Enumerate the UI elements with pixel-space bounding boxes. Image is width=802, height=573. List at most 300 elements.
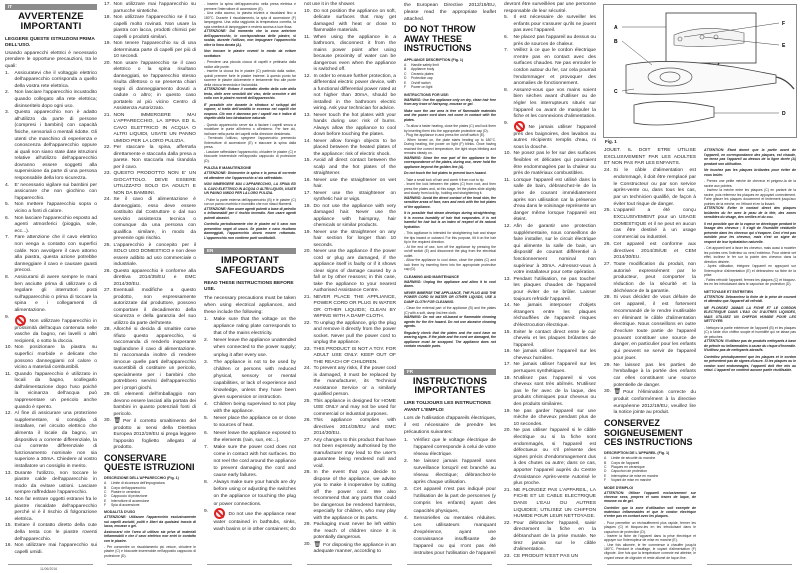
part-name: Power on light	[411, 85, 433, 89]
item-text: QUESTO PRODOTTO NON E' UN GIOCATTOLO. DEVE ESSERE UTILIZZATO SOLO DA ADULTI E NON DA BAMBINI.	[113, 171, 196, 196]
item-number: 6.	[204, 430, 209, 436]
warning-note: ATTENTION: N'utilisez pas de produits nettoyants à base de pétrole ou inflammables à cause du risque d'incendie. N'utilisez pas de nettoyants abrasifs.	[704, 339, 797, 352]
subsection-heading: MODE D'EMPLOI	[604, 485, 634, 490]
paragraph: Usando apparecchi elettrici è necessario prendere le opportune precauzioni, tra le quali:	[5, 50, 97, 69]
numbered-item	[204, 415, 296, 429]
subsection-heading: APPLIANCE DESCRIPTION (Fig. 1)	[404, 57, 464, 62]
item-number: 20.	[304, 249, 311, 254]
item-number: 22.	[304, 320, 311, 326]
numbered-item	[104, 61, 196, 113]
text-column	[204, 2, 296, 533]
item-text: Non utilizzare l'apparecchio in prossimità dell'acqua contenuta nelle vasche da bagno, nei lavelli o altri recipienti, o sotto la doccia.	[14, 318, 97, 344]
item-text: Durante l'utilizzo, non toccare le piastre calde dell'apparecchio in modo da evitare ustioni. Lasciare sempre raffreddare l'apparecchio.	[14, 470, 97, 496]
part-letter: F	[404, 85, 407, 89]
section-title: CONSERVARE QUESTE ISTRUZIONI	[104, 452, 195, 472]
item-number: 5.	[504, 15, 509, 21]
instruction-step: - Clean the external part of the appliance (B) and the plates (C) with a soft, damp lint-free cloth.	[404, 306, 496, 315]
numbered-item	[504, 178, 596, 224]
figure-label-c: C	[614, 89, 618, 95]
item-text: Allorché si decida di smaltire come rifiuto questo apparecchio, si raccomanda di renderlo inoperante tagliandone il cavo di alimentazione. Si raccomanda inoltre di rendere innocue quelle parti dell'apparecchio suscettibili di costituire un pericolo, specialmente per i bambini che potrebbero servirsi dell'apparecchio per i propri giochi.	[113, 327, 196, 391]
no-water-icon	[514, 121, 525, 132]
item-text: Never allow foreign objects to be placed between the heated plates of the appliance: risk of electric shock.	[313, 138, 396, 157]
instruction-step: - At the end of use, turn off the appliance by pressing the on/off switch (E) and disconnect the plug from the electrical outlet.	[404, 244, 496, 258]
numbered-item	[5, 183, 97, 203]
paragraph: Lors de l'utilisation d'appareils électriques, il est nécessaire de prendre les précautions suivantes:	[404, 416, 496, 436]
text-column	[5, 2, 97, 556]
item-text: Non utilizzare mai l'apparecchio su parrucche sintetiche.	[113, 2, 196, 14]
numbered-item	[404, 458, 496, 486]
item-number: 30.	[304, 541, 311, 547]
item-number: 1.	[404, 437, 409, 443]
numbered-item	[5, 71, 97, 91]
numbered-item	[5, 523, 97, 543]
warning-note: It is possible that steam develops during straightening; it is excess humidity of hair that evaporates. It is not harmful for hair but is an index of respect of its natural hydration.	[404, 211, 496, 229]
item-number: 10.	[304, 8, 311, 14]
numbered-item	[5, 216, 97, 236]
part-letter: F	[604, 478, 607, 483]
warning-note: Controlla periodicamente che le piastre ed il cavo non presentino segni di usura. Se piastre e cavo risultano danneggiati, l'apparecchio dovrà essere rottamato. L'apparecchio non contiene parti sostituibili.	[204, 222, 296, 240]
item-text: Ne jamais interposer d'objets étrangers entre les plaques réchauffées de l'appareil: risques d'électrocution électrique.	[513, 303, 596, 328]
item-text: Ne pas utiliser l'appareil si le câble électrique ou si la fiche sont endommagés, si l'appareil est défectueux ou s'il présente des signes précis d'endommagement dus à des chutes ou autre; dans ce cas, apporter l'appareil auprès du Centre d'Assistance Après-vente Autorisé le plus proche.	[513, 428, 596, 487]
column-footer-rule	[207, 564, 292, 565]
item-number: 21.	[304, 294, 311, 300]
subsection-heading: NETTOYAGE ET ENTRETIEN	[704, 289, 753, 294]
numbered-item	[304, 158, 396, 178]
item-number: 12.	[5, 411, 12, 417]
crossed-bin-icon: 🗑	[613, 389, 622, 396]
numbered-item	[5, 411, 97, 470]
item-text: The appliance is not to be used by children or persons with reduced physical, sensory or mental capabilities, or lack of experience and knowledge, unless they have been given supervision or instruction.	[213, 359, 296, 401]
numbered-item	[304, 542, 396, 556]
subsection-heading: PULIZIA E MANUTENZIONE	[204, 166, 252, 170]
paragraph: The necessary precautions must be taken when using electrical appliances, and these include the following:	[204, 295, 296, 315]
item-number: 28.	[104, 327, 111, 332]
no-water-icon	[214, 508, 225, 519]
item-number: 15.	[504, 329, 511, 335]
numbered-item	[204, 430, 296, 444]
part-letter: A	[604, 456, 607, 461]
item-number: 12.	[504, 224, 511, 229]
item-text: NEVER PLACE THE APPLIANCE, POWER CORD OR PLUG IN WATER OR OTHER LIQUIDS; CLEAN BY WIPING WITH A DAMP CLOTH.	[313, 294, 396, 319]
numbered-item	[404, 437, 496, 458]
item-number: 24.	[604, 168, 611, 174]
part-letter: D	[604, 469, 607, 474]
item-text: N'utilisez pas l'appareil si vos cheveux sont très abîmés. N'utilisez pas le fer avec de la laque, des produits chimiques pour cheveux ou des produits similaires.	[513, 375, 596, 408]
part-name: On/off switch	[411, 80, 431, 85]
section-title: IMPORTANT SAFEGUARDS	[215, 255, 285, 276]
instruction-step: - Prenez une petite mèche de cheveux et peignez-la de la racine aux pointes.	[704, 179, 796, 188]
section-title: AVVERTENZE IMPORTANTI	[18, 11, 84, 32]
part-name: Cappuccio di protezione	[111, 494, 148, 499]
item-text: Cet appareil n'est pas indiqué pour l'utilisation de la part de personnes (y compris les enfants) ayant des capacités physiques,	[413, 487, 496, 514]
warning-note: ATTENTION: Eviter le contact direct des plaques brûlantes du fer avec la peau de la tête, des zones sensibles du visage, des oreilles et du cou.	[704, 206, 796, 219]
numbered-item	[404, 486, 496, 514]
warning-note: Assicurarsi che l'area di utilizzo sia priva di materiali infiammabili e che il cavo elettrico non entri in contatto con le piastre.	[104, 530, 196, 543]
numbered-item	[104, 418, 196, 452]
item-number: 4.	[204, 402, 209, 408]
figure-label-f: F	[782, 21, 786, 27]
numbered-item	[504, 409, 596, 429]
print-code: 11/06/2016	[40, 567, 58, 571]
numbered-item	[304, 113, 396, 139]
item-text: Do not use the appliance near water contained in bathtubs, sinks, wash basins or in other containers; do	[213, 511, 296, 532]
part-name: Piastre in ceramica	[111, 489, 140, 494]
item-number: 23.	[504, 553, 511, 559]
item-number: 6.	[5, 215, 10, 221]
numbered-item	[5, 202, 97, 215]
item-number: 22.	[504, 520, 511, 526]
warning-note: NEVER IMMERSE THE APPLIANCE, THE PLUG AND THE POWER CORD IN WATER OR OTHER LIQUIDS, USE A DAMP CLOTH FOR CLEANING.	[404, 290, 496, 304]
item-text: Veillez à ce que le cordon électrique n'entre pas en contact avec des surfaces chaudes. Ne pas enrouler le cordon autour du fer, car cela pourrait l'endommager et provoquer des anomalies de fonctionnement.	[513, 48, 596, 87]
item-number: 6.	[504, 34, 509, 40]
part-letter: A	[104, 481, 107, 486]
numbered-item	[5, 275, 97, 315]
numbered-item	[604, 363, 696, 390]
item-number: 18.	[304, 203, 311, 209]
numbered-item	[104, 288, 196, 327]
item-text: Packaging must never be left within the reach of children since it is potentially dangerous.	[313, 522, 396, 540]
item-text: Do not use the appliance with very damaged hair. Never use the appliance with hairspray, hair chemicals or similar products.	[313, 203, 396, 228]
instruction-step: - Pour permettre un réchauffement plus rapide, fermer les plaques (C) et bloquez-les en les introduisant dans le capuchon de protection (D).	[604, 520, 696, 534]
numbered-item	[304, 139, 396, 159]
numbered-item	[504, 48, 596, 88]
item-number: 21.	[504, 487, 511, 493]
numbered-item	[604, 295, 696, 362]
instruction-step: - Una volta acceso, la piastra inizierà a riscaldarsi fino a 180°C. Durante il riscaldamento, la spia di accensione (F) lampeggerà. Una volta raggiunta la temperatura corretta, la spia smetterà di lampeggiare e resterà accesa a luce fissa.	[204, 11, 296, 29]
item-number: 25.	[604, 208, 611, 214]
numbered-item	[604, 262, 696, 296]
paragraph: the European Directive 2012/19/EU, please read the appropriate leaflet attached.	[404, 3, 496, 23]
numbered-item	[504, 35, 596, 48]
numbered-item	[504, 362, 596, 375]
item-number: 28.	[604, 295, 611, 301]
item-text: Eviter le contact direct entre le cuir chevelu et les plaques brûlantes de l'appareil.	[513, 329, 596, 348]
warning-note: ATTENTION: Etant donné que la partie avant de l'appareil, en correspondance des plaques, est chaude, ne tenez pas l'appareil au dessus de la ligne dorée (A) pendant son utilisation.	[704, 148, 796, 166]
numbered-item	[304, 249, 396, 295]
item-text: For disposing the appliance in an adequate manner, according to	[313, 542, 396, 554]
item-number: 9.	[504, 120, 509, 126]
item-text: Ne laissez jamais l'appareil sans surveillance lorsqu'il est branché au réseau électrique; débranchez-le après chaque utilisation.	[413, 458, 496, 486]
column-footer-rule	[507, 564, 592, 565]
numbered-item	[104, 113, 196, 146]
part-name: Spia di accensione	[111, 502, 140, 507]
item-number: 29.	[104, 392, 111, 397]
item-text: Si le câble d'alimentation est endommagé, il doit être remplacé par le Constructeur ou par son service après-vente ou, dans tous les cas, par un technicien qualifié, de façon à éviter tout risque de danger.	[613, 168, 696, 207]
item-number: 29.	[604, 362, 611, 368]
item-text: This appliance complies with directives 2014/35/EU and EMC 2014/30/EU.	[313, 418, 396, 436]
item-text: Never leave the appliance exposed to the elements (rain, sun, etc...).	[213, 430, 296, 443]
item-text: When using the appliance in a bathroom, disconnect it from the mains power point after using because proximity of water can be dangerous even when the appliance is switched off.	[313, 34, 396, 72]
item-number: 1.	[5, 70, 10, 76]
item-text: Non mettere l'apparecchio sopra o vicino a fonti di calore.	[14, 202, 97, 215]
item-text: To prevent any risks, if the power cord is damaged, it must be replaced by the manufacturer, its Technical Assistance Service or a similarly qualified person.	[313, 366, 396, 397]
item-number: 7.	[5, 235, 10, 241]
item-text: Ne jamais utiliser l'appareil sur les perruques synthétiques.	[513, 362, 596, 375]
numbered-item	[504, 521, 596, 554]
part-list-item	[404, 85, 496, 90]
item-number: 20.	[504, 428, 511, 434]
numbered-item	[304, 178, 396, 191]
numbered-item	[5, 315, 97, 346]
instruction-step: - Inserire la ciocca fra le piastre (C) partendo dalla radice, quindi premere forte le piastre insieme. A questo punto far scorrere le piastre dolcemente e lentamente fino alle punte della ciocca tenendola e lisciandola.	[204, 69, 296, 87]
subsection-heading: DESCRIPTION DE L'APPAREIL (Fig. 1)	[604, 451, 670, 456]
item-number: 18.	[504, 375, 511, 381]
part-letter: E	[604, 473, 607, 478]
part-name: Appliance body	[411, 67, 435, 71]
warning-note: Make sure the use area is free of flammable materials and the power cord does not come in contact with the plates.	[404, 108, 496, 122]
figure-label-a: A	[614, 25, 618, 31]
numbered-item	[5, 543, 97, 556]
item-text: Never leave the appliance unattended when connected to the power supply; unplug it after every use.	[213, 338, 296, 358]
part-name: Plaques en céramique	[611, 465, 645, 470]
warning-note: Contrôler que la zone d'utilisation soit exempte de matériaux inflammables et que le cordon électrique n'entre pas en contact avec les plaques.	[604, 505, 696, 519]
item-text: To unplug the appliance, grip the plug and remove it directly from the power socket. Never pull the power cord to unplug the appliance.	[313, 320, 396, 345]
text-column	[404, 2, 496, 557]
numbered-item	[604, 242, 696, 262]
item-text: Cet appareil est conforme aux directives 2014/35/UE et CEM 2014/30/EU.	[613, 241, 696, 261]
numbered-item	[304, 366, 396, 399]
section-title: CONSERVEZ SOIGNEUSEMENT CES INSTRUCTIONS	[604, 418, 693, 447]
part-name: Protection cap	[411, 76, 433, 80]
figure-label-b: B	[614, 39, 618, 45]
numbered-item	[304, 35, 396, 74]
instruction-step: - Insérez la mèche entre les plaques (C) en partant de la racine, puis refermez les plaques en appuyant correctement. Faire glisser les plaques doucement et lentement jusqu'aux pointes de la mèche, en l'étirant et en la lissant.	[704, 188, 796, 206]
item-number: 10.	[5, 345, 12, 351]
warning-note: E' possibile che durante la stiratura si sviluppi del vapore; si tratta dell'umidità in eccesso nei capelli che evapora. Ciò non è dannoso per i capelli ma è indice di rispetto della loro idratazione naturale.	[204, 102, 296, 120]
item-text: THIS PRODUCT IS NOT A TOY. FOR ADULT USE ONLY. KEEP OUT OF THE REACH OF CHILDREN.	[313, 346, 396, 365]
item-text: Never use the straightener on synthetic hair or wigs.	[313, 190, 396, 202]
numbered-item	[404, 515, 496, 558]
spacer	[404, 363, 496, 367]
text-column	[604, 148, 696, 560]
part-letter: C	[404, 71, 407, 76]
item-text: Per il corretto smaltimento del prodotto ai sensi della Direttiva Europea 2012/19/EU si prega leggere l'apposito foglietto allegato al prodotto.	[113, 419, 196, 450]
subheading: LEGGERE QUESTE ISTRUZIONI PRIMA DELL'USO.	[5, 36, 95, 49]
warning-note: Ne touchez pas les plaques brûlantes pour éviter de vous brûler.	[704, 168, 796, 177]
numbered-item	[5, 345, 97, 371]
item-text: L'appareil a été conçu EXCLUSIVEMENT pour un USAGE DOMESTIQUE et il ne peut en aucun cas être destiné à un usage commercial ou industriel.	[613, 208, 696, 241]
numbered-item	[5, 235, 97, 275]
item-text: Never touch the hot plates with your hands during use: risk of burns. Always allow the appliance to cool down before touching the plates.	[313, 112, 396, 137]
item-text: Lorsque l'appareil est utilisé dans la salle de bain, débranchez-le de la prise de courant immédiatement après son utilisation car la présence d'eau dans le voisinage représente un danger même lorsque l'appareil est éteint.	[513, 177, 597, 223]
item-number: 11.	[504, 177, 511, 183]
item-number: 24.	[104, 197, 111, 202]
subheading: LIRE TOUJOURS LES INSTRUCTIONS AVANT L'EMPLOI	[404, 401, 491, 413]
item-number: 7.	[204, 444, 209, 450]
numbered-item	[5, 110, 97, 183]
warning-note: ATTENZIONE: Dal momento che la zona anteriore dell'apparecchio, in corrispondenza delle piastre, si scalda, durante l'utilizzo, non impugnare l'apparecchio oltre la linea dorata (A).	[204, 29, 296, 47]
item-text: Questo apparecchio non è adatto all'utilizzo da parte di persone (compresi i bambini) con capacità fisiche, sensoriali o mentali ridotte. Gli utenti che manchino di esperienza e conoscenza dell'apparecchio oppure ai quali non siano state date istruzioni relative all'utilizzo dell'apparecchio dovranno essere soggetti alla supervisione da parte di una persona responsabile della loro sicurezza.	[14, 110, 97, 182]
numbered-item	[204, 479, 296, 507]
item-text: Afin de garantir une protection supplémentaire, nous conseillons de faire installer, sur le circuit électrique qui alimente la salle de bain, un dispositif de courant différentiel à fonctionnement nominal non supérieur à 30mA. Adressez-vous à votre installateur pour cette opération.	[513, 224, 596, 276]
part-list-item	[104, 503, 196, 507]
instruction-step: - Insérer la fiche de l'appareil dans la prise électrique et appuyer sur l'interrupteur de mise en marche (E).	[604, 533, 696, 543]
item-text: Make sure the power cord does not come in contact with hot surfaces. Do not reel the cord around the appliance to prevent damaging the cord and cause early failures.	[213, 444, 296, 479]
part-letter: C	[104, 489, 107, 494]
numbered-item	[504, 428, 596, 487]
numbered-item	[504, 277, 596, 303]
column-footer-rule	[707, 564, 792, 565]
item-number: 9.	[204, 508, 209, 514]
subsection-heading: MODALITÀ D'USO	[104, 510, 136, 515]
warning-note: WARNING: Unplug the appliance and allow it to cool down.	[404, 279, 496, 288]
part-name: Limite di sicurezza dell'impugnatura	[111, 481, 165, 486]
numbered-item	[304, 418, 396, 438]
numbered-item	[304, 74, 396, 113]
part-letter: A	[404, 62, 407, 67]
item-number: 26.	[104, 268, 111, 274]
warning-note: ATTENZIONE: Non usare agenti pulenti a base di petrolio o infiammabili per il rischio incendio. Non usare agenti pulenti abrasivi.	[204, 206, 296, 220]
item-number: 3.	[5, 110, 10, 116]
crossed-bin-icon: 🗑	[313, 541, 322, 548]
item-number: 8.	[204, 480, 209, 486]
item-number: 27.	[304, 437, 311, 443]
subsection-heading: INSTRUCTIONS FOR USE:	[404, 92, 450, 97]
numbered-item	[504, 488, 596, 521]
item-number: 17.	[504, 362, 511, 368]
numbered-item	[5, 90, 97, 110]
item-number: 2.	[5, 90, 10, 96]
instruction-step: - Terminato l'utilizzo, spegnere l'apparecchio premendo l'interruttore di accensione (E) e staccare la spina dalla presa.	[204, 136, 296, 149]
item-number: 3.	[204, 359, 209, 365]
numbered-item	[204, 359, 296, 402]
part-name: Limite de sécurité du manche	[611, 456, 656, 461]
instruction-step: - Inserire la spina dell'apparecchio nella presa elettrica e premere l'interruttore di accensione (E).	[204, 2, 296, 11]
item-text: E' necessario vigilare sui bambini per assicurare che non giochino con l'apparecchio.	[14, 182, 97, 201]
item-number: 25.	[104, 242, 111, 248]
item-text: Any changes to this product that have not been expressly authorised by the manufacturer may lead to the user's guarantee being rendered null and void.	[313, 437, 396, 469]
item-text: Non usare l'apparecchio se il cavo elettrico o la spina risultano danneggiati, se l'apparecchio stesso risulta difettoso o se presenta chiari segni di danneggiamento dovuti a cadute o altro; in questo caso portatelo al più vicino Centro di Assistenza Autorizzato.	[113, 60, 196, 111]
item-text: Assicurarsi di avere sempre le mani ben asciutte prima di utilizzare o di regolare gli interruttori posti sull'apparecchio o prima di toccare la spina e i collegamenti di alimentazione.	[14, 274, 97, 313]
numbered-item	[304, 9, 396, 35]
numbered-item	[504, 224, 596, 277]
item-text: Children being supervised to not play with the appliance.	[213, 402, 296, 415]
item-number: 17.	[104, 2, 111, 7]
numbered-item	[104, 145, 196, 171]
numbered-item	[504, 15, 596, 35]
item-number: 30.	[604, 389, 611, 395]
item-text: Never use the straightener on any hair section for longer than 10 seconds.	[313, 229, 396, 248]
item-number: 14.	[5, 496, 12, 502]
item-number: 13.	[304, 112, 311, 118]
item-text: Ne laissez pas les parties de l'emballage à la portée des enfants car elles constituent une source potentielle de danger.	[613, 362, 696, 388]
numbered-item	[504, 303, 596, 329]
crossed-bin-icon: 🗑	[113, 418, 122, 424]
item-number: 8.	[504, 87, 509, 93]
item-number: 21.	[104, 112, 111, 118]
part-letter: E	[404, 80, 407, 85]
item-text: Assurez-vous que vos mains soient bien sèches avant d'utiliser ou de régler les interrupteurs situés sur l'appareil ou avant de manipuler la fiche et les connexions d'alimentation.	[513, 87, 596, 120]
item-number: 15.	[304, 158, 311, 163]
item-number: 2.	[204, 338, 209, 344]
column-footer-rule	[307, 564, 392, 565]
warning-note: Non toccare le piastre roventi in modo da evitare scottature.	[204, 49, 296, 58]
item-number: 13.	[504, 276, 511, 282]
part-list-item	[604, 478, 696, 482]
numbered-item	[5, 497, 97, 523]
numbered-item	[104, 327, 196, 392]
item-text: In the event that you decide to dispose of the appliance, we advise you to make it inoperative by cutting off the power cord. We also recommend that any parts that could be dangerous be rendered harmless, especially for children, who may play with the appliance or its parts.	[313, 470, 396, 521]
item-number: 11.	[5, 371, 12, 377]
numbered-item	[504, 121, 596, 152]
numbered-item	[504, 151, 596, 177]
item-text: Evitare il contatto diretto della cute della testa con le piastre roventi dell'apparecchio.	[14, 523, 97, 542]
instruction-step: - Questo apparecchio serve sia a lisciare i capelli senza a modellare le punte all'interno o all'esterno. Per fare ciò, inclinare nella punta dei capelli nella direzione desiderata.	[204, 122, 296, 136]
section-title: INSTRUCTIONS IMPORTANTES	[412, 375, 488, 397]
numbered-item	[304, 438, 396, 471]
item-text: Never place the appliance on or close to sources of heat.	[213, 416, 296, 429]
numbered-item	[504, 349, 596, 362]
item-text: Assicuratevi che il voltaggio elettrico dell'apparecchio corrisponda a quello della vostra rete elettrica.	[14, 70, 97, 89]
text-column	[104, 2, 196, 558]
subsection-heading: CLEANING AND MAINTENANCE	[404, 274, 459, 279]
item-text: Per staccare la spina, afferrarla direttamente e staccarla dalla presa a parete. Non staccarla mai tirandola per il cavo.	[113, 145, 196, 170]
item-number: 14.	[504, 303, 511, 309]
item-text: Make sure that the voltage on the appliance rating plate corresponds to that of the mains electricity.	[213, 317, 296, 337]
numbered-item	[304, 204, 396, 230]
part-letter: B	[104, 485, 107, 490]
numbered-item	[304, 321, 396, 347]
numbered-item	[604, 389, 696, 417]
item-number: 23.	[304, 346, 311, 352]
item-text: Non lasciare l'apparecchio esposto ad agenti atmosferici (pioggia, sole, ecc...).	[14, 215, 97, 234]
item-number: 28.	[304, 470, 311, 475]
instruction-step: - Take a small lock of hair and comb it from root to tip.	[404, 177, 485, 182]
numbered-item	[604, 208, 696, 242]
part-letter: D	[404, 76, 407, 80]
part-name: Corpo dell'apparecchio	[111, 485, 146, 490]
item-text: Pour l'élimination correcte du produit conformément à la directive européenne 2012/19/EU, veuillez lire la notice jointe au produit.	[613, 390, 696, 416]
numbered-item	[104, 197, 196, 243]
instruction-step: - Une fois allumée, le fer commence à chauffer jusqu'à 180°C. Pendant le chauffage, le voyant d'alimentation (F) clignote. Une fois que la température correcte est atteinte, le voyant cesse de clignoter et reste allumé de façon fixe.	[604, 542, 696, 560]
numbered-item	[504, 376, 596, 409]
part-letter: F	[104, 502, 107, 507]
item-text: Questo apparecchio è conforme alla direttiva 2014/35/EU e EMC 2014/30/EU.	[113, 268, 196, 287]
hair-straightener-illustration	[604, 5, 796, 137]
item-number: 30.	[104, 418, 111, 423]
section-title: DO NOT THROW AWAY THESE INSTRUCTIONS	[404, 24, 476, 54]
item-text: Ne jamais utiliser l'appareil sur les cheveux humides.	[513, 349, 596, 361]
item-number: 27.	[604, 261, 611, 267]
numbered-item	[204, 316, 296, 337]
subheading: READ THESE INSTRUCTIONS BEFORE USE.	[204, 280, 294, 293]
item-text: Non tenere l'apparecchio su di una determinata parte di capelli per più di 10 secondi.	[113, 41, 196, 59]
item-text: Non utilizzare mai l'apparecchio sui capelli umidi.	[14, 543, 97, 555]
item-text: Non utilizzare l'apparecchio se il tuo capelli molto rovinati. Non usare la piastra con lacca, prodotti chimici per capelli o prodotti similari.	[113, 15, 196, 40]
language-tag: IT	[5, 4, 97, 10]
item-text: Ne pas garder l'appareil sur une mèche de cheveux pendant plus de 10 secondes.	[513, 408, 596, 427]
item-text: CE PRODUIT N'EST PAS UN	[513, 553, 579, 559]
instruction-step: - Cet appareil sert à lisser les cheveux, mais aussi à modeler les pointes vers l'intérieur ou vers l'extérieur. Pour obtenir cet effet, inclinez le fer sur la pointe des cheveux dans la direction désirée.	[704, 246, 796, 264]
numbered-item	[504, 88, 596, 121]
item-text: Eventuali modifiche a questo prodotto, non espressamente autorizzate dal produttore, possono comportare il decadimento della sicurezza e della garanzia del suo utilizzo da parte dell'utente.	[113, 288, 196, 326]
instruction-step: - Per consentire un riscaldamento più veloce, chiudere le piastre (C) e bloccarle inserendole nell'apposito cappuccio di protezione (D).	[104, 545, 196, 558]
text-column	[704, 148, 796, 375]
numbered-item	[504, 554, 596, 561]
instruction-step: - Après utilisation, éteignez l'appareil en appuyant sur l'interrupteur d'alimentation (E) et débranchez sa fiche de la prise.	[704, 264, 796, 277]
instruction-step: - Insert the lock between the plates (C) from root, and then press the plates and, at this stage, let the plates slide slightly and slowly from lock tip, holding and straightening it.	[404, 182, 496, 195]
paragraph: not use it in the shower.	[304, 2, 356, 7]
item-text: Se il cavo di alimentazione è danneggiato, esso deve essere sostituito dal Costruttore o dal suo servizio assistenza tecnica o comunque da una persona con qualifica similare, in modo da prevenire ogni rischio.	[113, 197, 196, 241]
item-text: Do not position the appliance on soft, delicate surfaces that may get damaged with heat or close to flammable materials.	[313, 8, 396, 33]
part-name: Ceramic plates	[411, 71, 434, 76]
item-number: 27.	[104, 288, 111, 293]
item-text: Ne posez pas le fer sur des surfaces flexibles et délicates qui pourraient être endommagées par la chaleur ou près de matériaux combustibles.	[513, 151, 596, 177]
numbered-item	[104, 392, 196, 418]
item-number: 22.	[104, 145, 111, 150]
item-text: Always make sure your hands are dry before using or adjusting the switches on the appliance or touching the plug or power connections.	[213, 480, 296, 507]
item-text: This appliance is designed for HOME USE ONLY and may not be used for commercial or industrial purposes.	[313, 398, 396, 417]
